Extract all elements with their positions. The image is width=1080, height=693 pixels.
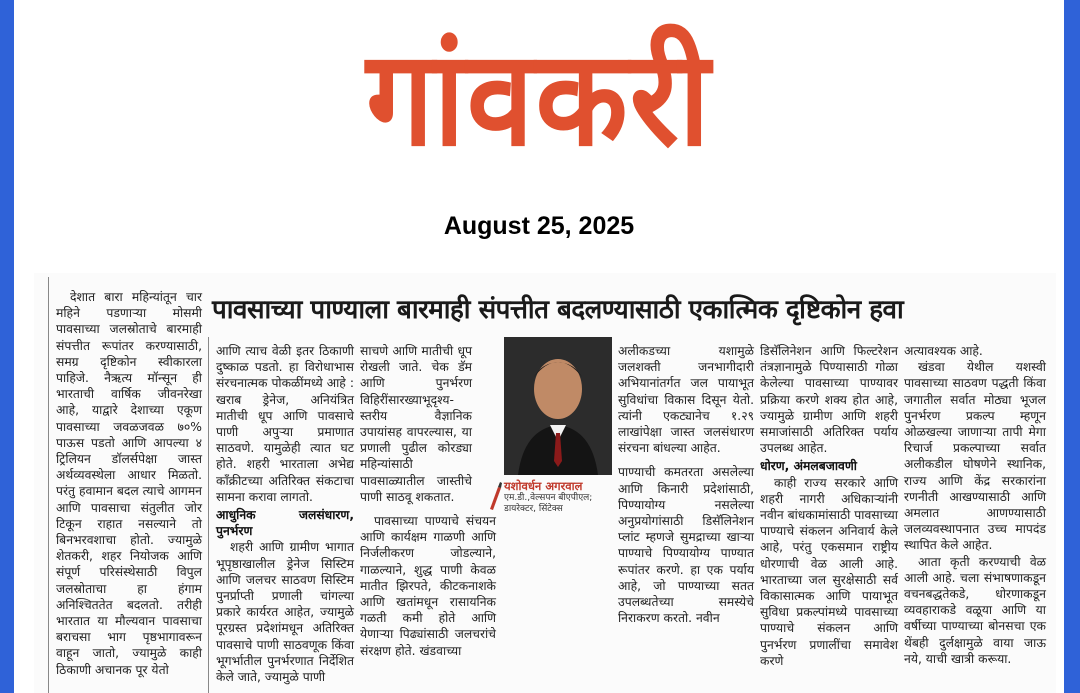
paragraph: साचणे आणि मातीची धूप रोखली जाते. चेक डॅम आणि पुनर्भरण विहिरींसारख्याभूदृश्य-स्तरीय वैज्ञानिक उपायांसह वापरल्यास, या प्रणाली पुढील कोरड्या महिन्यांसाठी पावसाळ्यातील जास्तीचे पाणी साठवू शकतात. (360, 344, 472, 504)
column-3 (360, 343, 496, 659)
subheading: धोरण, अंमलबजावणी (760, 459, 857, 474)
paragraph: पावसाच्या पाण्याचे संचयन आणि कार्यक्षम गाळणी आणि निर्जलीकरण जोडल्याने, गाळल्याने, शुद्ध पाणी केवळ मातीत झिरपते, कीटकनाशके आणि खतांमधून रासायनिक गळती कमी होते आणि येणाऱ्या पिढ्यांसाठी जलचरांचे संरक्षण होते. खंडवाच्या (360, 514, 496, 658)
paragraph: आणि त्याच वेळी इतर ठिकाणी दुष्काळ पडतो. हा विरोधाभास संरचनात्मक पोकळींमध्ये आहे : खराब ड्रेनेज, अनियंत्रित मातीची धूप आणि पावसाचे पाणी अपुऱ्या प्रमाणात साठवणे. यामुळेही त्यात घट होते. शहरी भारताला अभेद्य काँक्रीटच्या अतिरिक्त संकटाचा सामना करावा लागतो. (216, 344, 354, 504)
paragraph: आता कृती करण्याची वेळ आली आहे. चला संभाषणाकडून वचनबद्धतेकडे, धोरणाकडून व्यवहाराकडे वळूया आणि या वर्षीच्या पाण्याच्या बोनसचा एक थेंबही दुर्लक्षामुळे वाया जाऊ नये, याची खात्री करूया. (904, 554, 1046, 666)
author-name: यशोवर्धन अगरवाल (504, 479, 583, 493)
paragraph: शहरी आणि ग्रामीण भागात भूपृष्ठाखालील ड्रेनेज सिस्टिम आणि जलचर साठवण सिस्टिम पुनर्प्राप्ती प्रणाली चांगल्या प्रकारे कार्यरत आहेत, ज्यामुळे पूरग्रस्त प्रदेशांमधून अतिरिक्त पावसाचे पाणी साठवणूक किंवा भूगर्भातील पुनर्भरणात निर्देशित केले जाते, ज्यामुळे पाणी (216, 540, 354, 685)
author-photo (504, 337, 612, 475)
author-portrait-icon (504, 337, 612, 475)
masthead (14, 10, 1064, 210)
column-rule (48, 277, 49, 693)
author-byline (504, 479, 624, 523)
paragraph: खंडवा येथील यशस्वी पावसाच्या साठवण पद्धती किंवा जगातील सर्वात मोठ्या भूजल पुनर्भरण प्रकल्प म्हणून ओळखल्या जाणाऱ्या तापी मेगा रिचार्ज प्रकल्पाच्या सर्वात अलीकडील घोषणेने स्थानिक, राज्य आणि केंद्र सरकारांना रणनीती आखण्यासाठी आणि अमलात आणण्यासाठी जलव्यवस्थापनात उच्च मापदंड स्थापित केले आहेत. (904, 360, 1046, 553)
column-2 (216, 343, 354, 685)
author-role: डायरेक्टर, सिंटेक्स (504, 504, 563, 514)
author-role: एम.डी.,वेल्सपन बीएपीएल; (504, 493, 593, 503)
paragraph: पाण्याची कमतरता असलेल्या आणि किनारी प्रदेशांसाठी, पिण्यायोग्य नसलेल्या अनुप्रयोगांसाठी डिसॅलिनेशन प्लांट म्हणजे सुमद्राच्या खाऱ्या पाण्याचे पिण्यायोग्य पाण्यात रूपांतर करणे. हा एक पर्याय आहे, जो पाण्याच्या सतत उपलब्धतेच्या समस्येचे निराकरण करतो. नवीन (618, 465, 754, 626)
column-4 (618, 343, 754, 626)
pen-icon (486, 481, 502, 511)
column-1 (56, 289, 202, 678)
newspaper-clipping (14, 0, 1064, 693)
paragraph: देशात बारा महिन्यांतून चार महिने पडणाऱ्या मोसमी पावसाच्या जलस्रोताचे बारमाही संपत्तीत रूपांतर करण्यासाठी, समग्र दृष्टिकोन स्वीकारला पाहिजे. नैऋत्य मॉन्सून ही भारताची वार्षिक जीवनरेखा आहे, याद्वारे देशाच्या एकूण पावसाच्या जवळजवळ ७०% पाऊस पडतो आणि आपल्या ४ ट्रिलियन डॉलर्सपेक्षा जास्त अर्थव्यवस्थेला आधार मिळतो. परंतु हवामान बदल त्याचे आगमन आणि पावसाचा संतुलीत जोर टिकून राहात नसल्याने तो बिनभरवशाचा होतो. ज्यामुळे शेतकरी, शहर नियोजक आणि संपूर्ण परिसंस्थेसाठी विपुल जलस्रोताचा हा हंगाम अनिश्चिततेत बदलतो. तरीही भारतात या मौल्यवान पावसाचा बराचसा भाग पृष्ठभागावरून वाहून जातो, ज्यामुळे काही ठिकाणी अचानक पूर येतो (56, 290, 202, 677)
paragraph: अलीकडच्या यशामुळे जलशक्ती जनभागीदारी अभियानांतर्गत जल पायाभूत सुविधांचा विकास दिसून येतो. त्यांनी एकट्यानेच १.२९ लाखांपेक्षा जास्त जलसंधारण संरचना बांधल्या आहेत. (618, 344, 754, 456)
column-6 (904, 343, 1046, 667)
paragraph: डिसॅलिनेशन आणि फिल्टरेशन तंत्रज्ञानामुळे पिण्यासाठी गोळा केलेल्या पावसाच्या पाण्यावर प्रक्रिया करणे शक्य होत आहे, ज्यामुळे ग्रामीण आणि शहरी समाजांसाठी अतिरिक्त पर्याय उपलब्ध आहेत. (760, 344, 898, 456)
column-rule (208, 337, 209, 693)
article (34, 273, 1056, 693)
column-5 (760, 343, 898, 669)
publication-date: August 25, 2025 (443, 212, 635, 240)
masthead-logo: गांवकरी (366, 23, 712, 176)
article-headline: पावसाच्या पाण्याला बारमाही संपत्तीत बदलण्यासाठी एकात्मिक दृष्टिकोन हवा (212, 295, 904, 325)
paragraph: अत्यावश्यक आहे. (904, 344, 983, 358)
paragraph: काही राज्य सरकारे आणि शहरी नागरी अधिकाऱ्यांनी नवीन बांधकामांसाठी पावसाच्या पाण्याचे संकलन अनिवार्य केले आहे, परंतु एकसमान राष्ट्रीय धोरणाची वेळ आली आहे. भारताच्या जल सुरक्षेसाठी सर्व विकासात्मक आणि पायाभूत सुविधा प्रकल्पांमध्ये पावसाच्या पाण्याचे संकलन आणि पुनर्भरण प्रणालींचा समावेश करणे (760, 475, 898, 668)
subheading: आधुनिक जलसंधारण, पुनर्भरण (216, 508, 354, 539)
